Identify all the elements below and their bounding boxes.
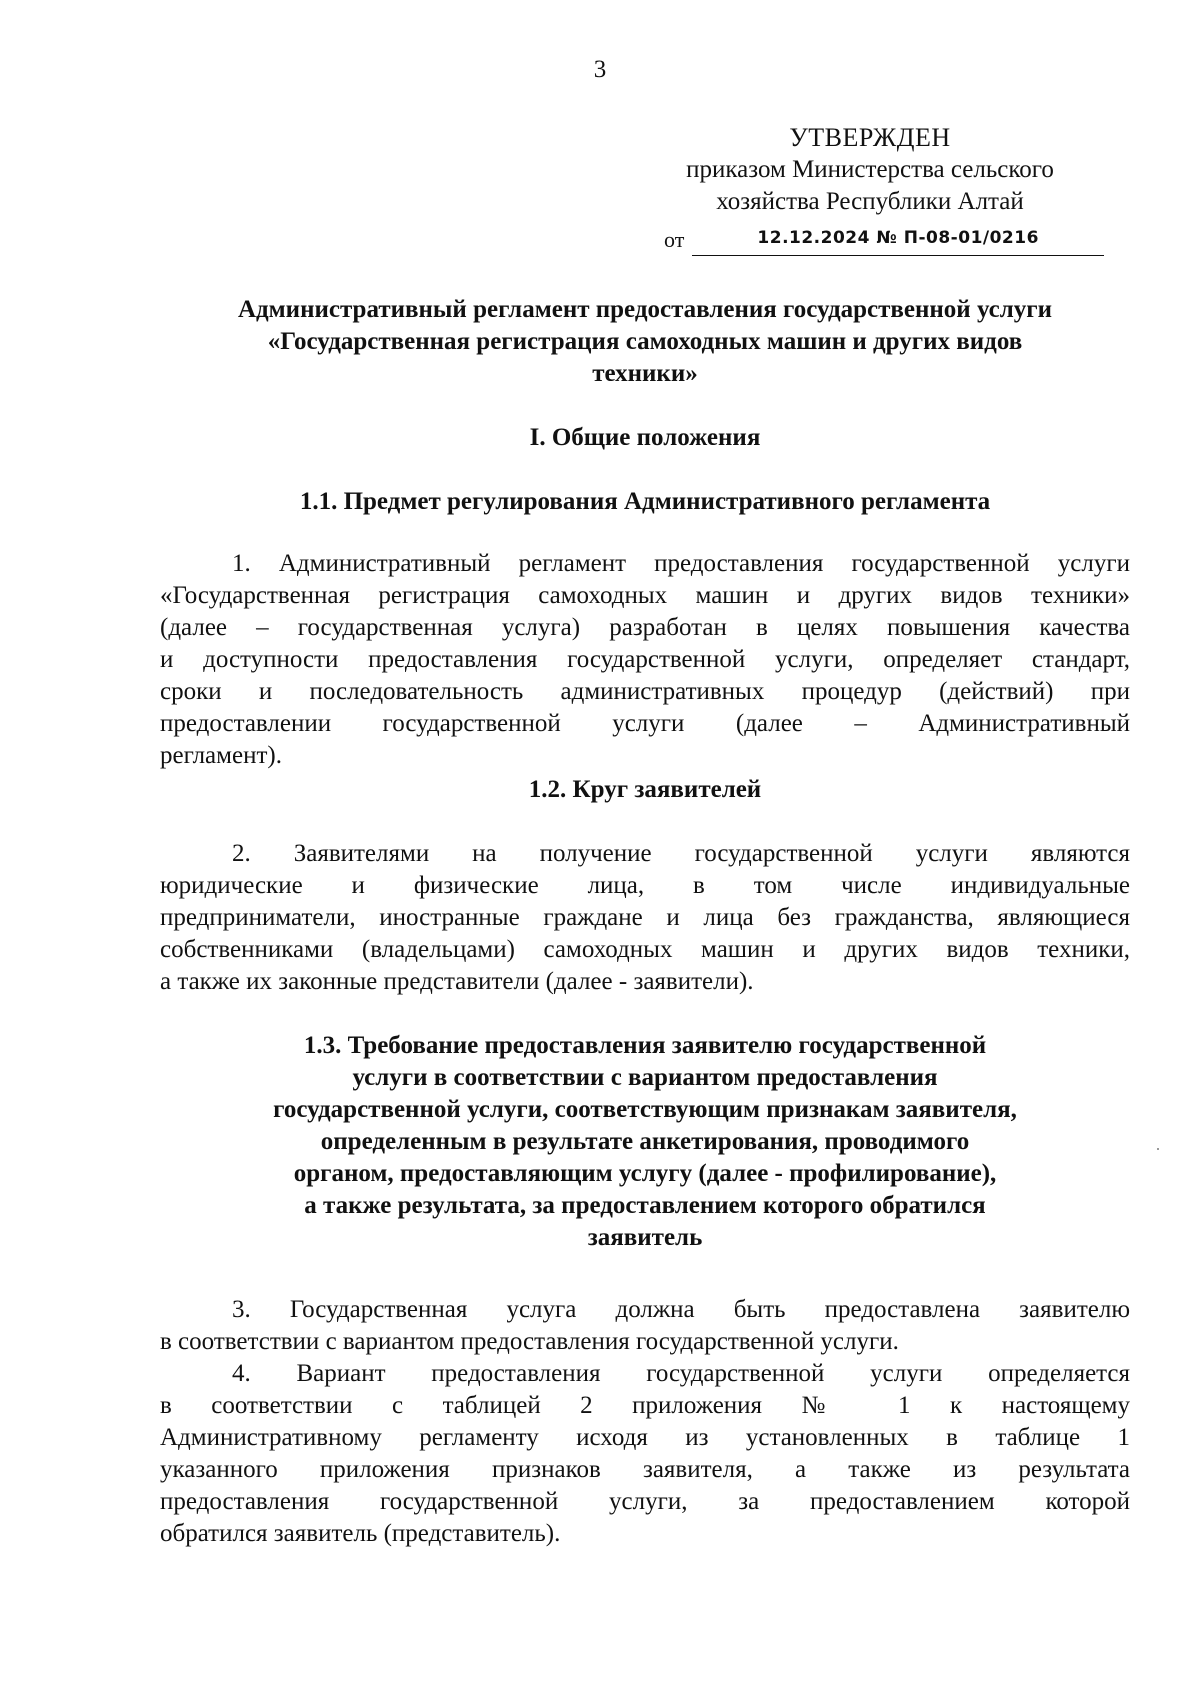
approval-date-number: 12.12.2024 № П-08-01/0216 bbox=[692, 222, 1104, 256]
section-heading-general: I. Общие положения bbox=[529, 424, 761, 451]
subsection-heading-1-3-line: услуги в соответствии с вариантом предоставления bbox=[352, 1064, 938, 1091]
subsection-heading-1-1: 1.1. Предмет регулирования Административного регламента bbox=[299, 488, 991, 515]
paragraph-4-line: указанного приложения признаков заявителя, а также из результата bbox=[160, 1456, 1130, 1483]
subsection-heading-1-3-line: определенным в результате анкетирования, проводимого bbox=[320, 1128, 970, 1155]
paragraph-3-line: в соответствии с вариантом предоставления государственной услуги. bbox=[160, 1328, 899, 1355]
paragraph-2-line: предприниматели, иностранные граждане и лица без гражданства, являющиеся bbox=[160, 904, 1130, 931]
paragraph-2-line: собственниками (владельцами) самоходных машин и других видов техники, bbox=[160, 936, 1130, 963]
paragraph-2-line: а также их законные представители (далее - заявители). bbox=[160, 968, 754, 995]
approval-line-2: хозяйства Республики Алтай bbox=[716, 188, 1024, 215]
paragraph-4-line: Административному регламенту исходя из установленных в таблице 1 bbox=[160, 1424, 1130, 1451]
paragraph-4-line: в соответствии с таблицей 2 приложения № 1 к настоящему bbox=[160, 1392, 1130, 1419]
paragraph-3-line: 3. Государственная услуга должна быть предоставлена заявителю bbox=[232, 1296, 1130, 1323]
document-title-line-3: техники» bbox=[592, 360, 698, 387]
approval-line-1: приказом Министерства сельского bbox=[686, 156, 1054, 183]
page-number: 3 bbox=[593, 56, 607, 83]
scan-speck bbox=[1157, 1148, 1159, 1150]
approval-title: УТВЕРЖДЕН bbox=[789, 123, 951, 152]
paragraph-1-line: сроки и последовательность административных процедур (действий) при bbox=[160, 678, 1130, 705]
paragraph-2-line: 2. Заявителями на получение государственной услуги являются bbox=[232, 840, 1130, 867]
paragraph-2 bbox=[160, 838, 1130, 998]
subsection-heading-1-3 bbox=[160, 1030, 1130, 1254]
paragraph-1-line: «Государственная регистрация самоходных машин и других видов техники» bbox=[160, 582, 1130, 609]
subsection-heading-1-3-line: органом, предоставляющим услугу (далее - профилирование), bbox=[293, 1160, 997, 1187]
paragraph-3 bbox=[160, 1294, 1130, 1358]
paragraph-4 bbox=[160, 1358, 1130, 1550]
paragraph-4-line: 4. Вариант предоставления государственной услуги определяется bbox=[232, 1360, 1130, 1387]
subsection-heading-1-3-line: а также результата, за предоставлением которого обратился bbox=[304, 1192, 986, 1219]
paragraph-4-line: предоставления государственной услуги, за предоставлением которой bbox=[160, 1488, 1130, 1515]
subsection-heading-1-2: 1.2. Круг заявителей bbox=[528, 776, 762, 803]
paragraph-1-line: регламент). bbox=[160, 742, 282, 769]
document-title-line-2: «Государственная регистрация самоходных машин и других видов bbox=[267, 328, 1023, 355]
paragraph-1 bbox=[160, 548, 1130, 772]
subsection-heading-1-3-line: 1.3. Требование предоставления заявителю государственной bbox=[303, 1032, 987, 1059]
approval-date-line bbox=[664, 222, 1104, 256]
document-title-line-1: Административный регламент предоставления государственной услуги bbox=[237, 296, 1053, 323]
paragraph-1-line: 1. Административный регламент предоставления государственной услуги bbox=[232, 550, 1130, 577]
paragraph-4-line: обратился заявитель (представитель). bbox=[160, 1520, 561, 1547]
paragraph-2-line: юридические и физические лица, в том числе индивидуальные bbox=[160, 872, 1130, 899]
subsection-heading-1-3-line: государственной услуги, соответствующим признакам заявителя, bbox=[273, 1096, 1017, 1123]
document-title bbox=[160, 294, 1130, 390]
subsection-heading-1-3-line: заявитель bbox=[587, 1224, 703, 1251]
approval-from-label: от bbox=[664, 227, 685, 252]
paragraph-1-line: (далее – государственная услуга) разработан в целях повышения качества bbox=[160, 614, 1130, 641]
paragraph-1-line: предоставлении государственной услуги (далее – Административный bbox=[160, 710, 1130, 737]
approval-stamp bbox=[638, 122, 1102, 256]
paragraph-1-line: и доступности предоставления государственной услуги, определяет стандарт, bbox=[160, 646, 1130, 673]
